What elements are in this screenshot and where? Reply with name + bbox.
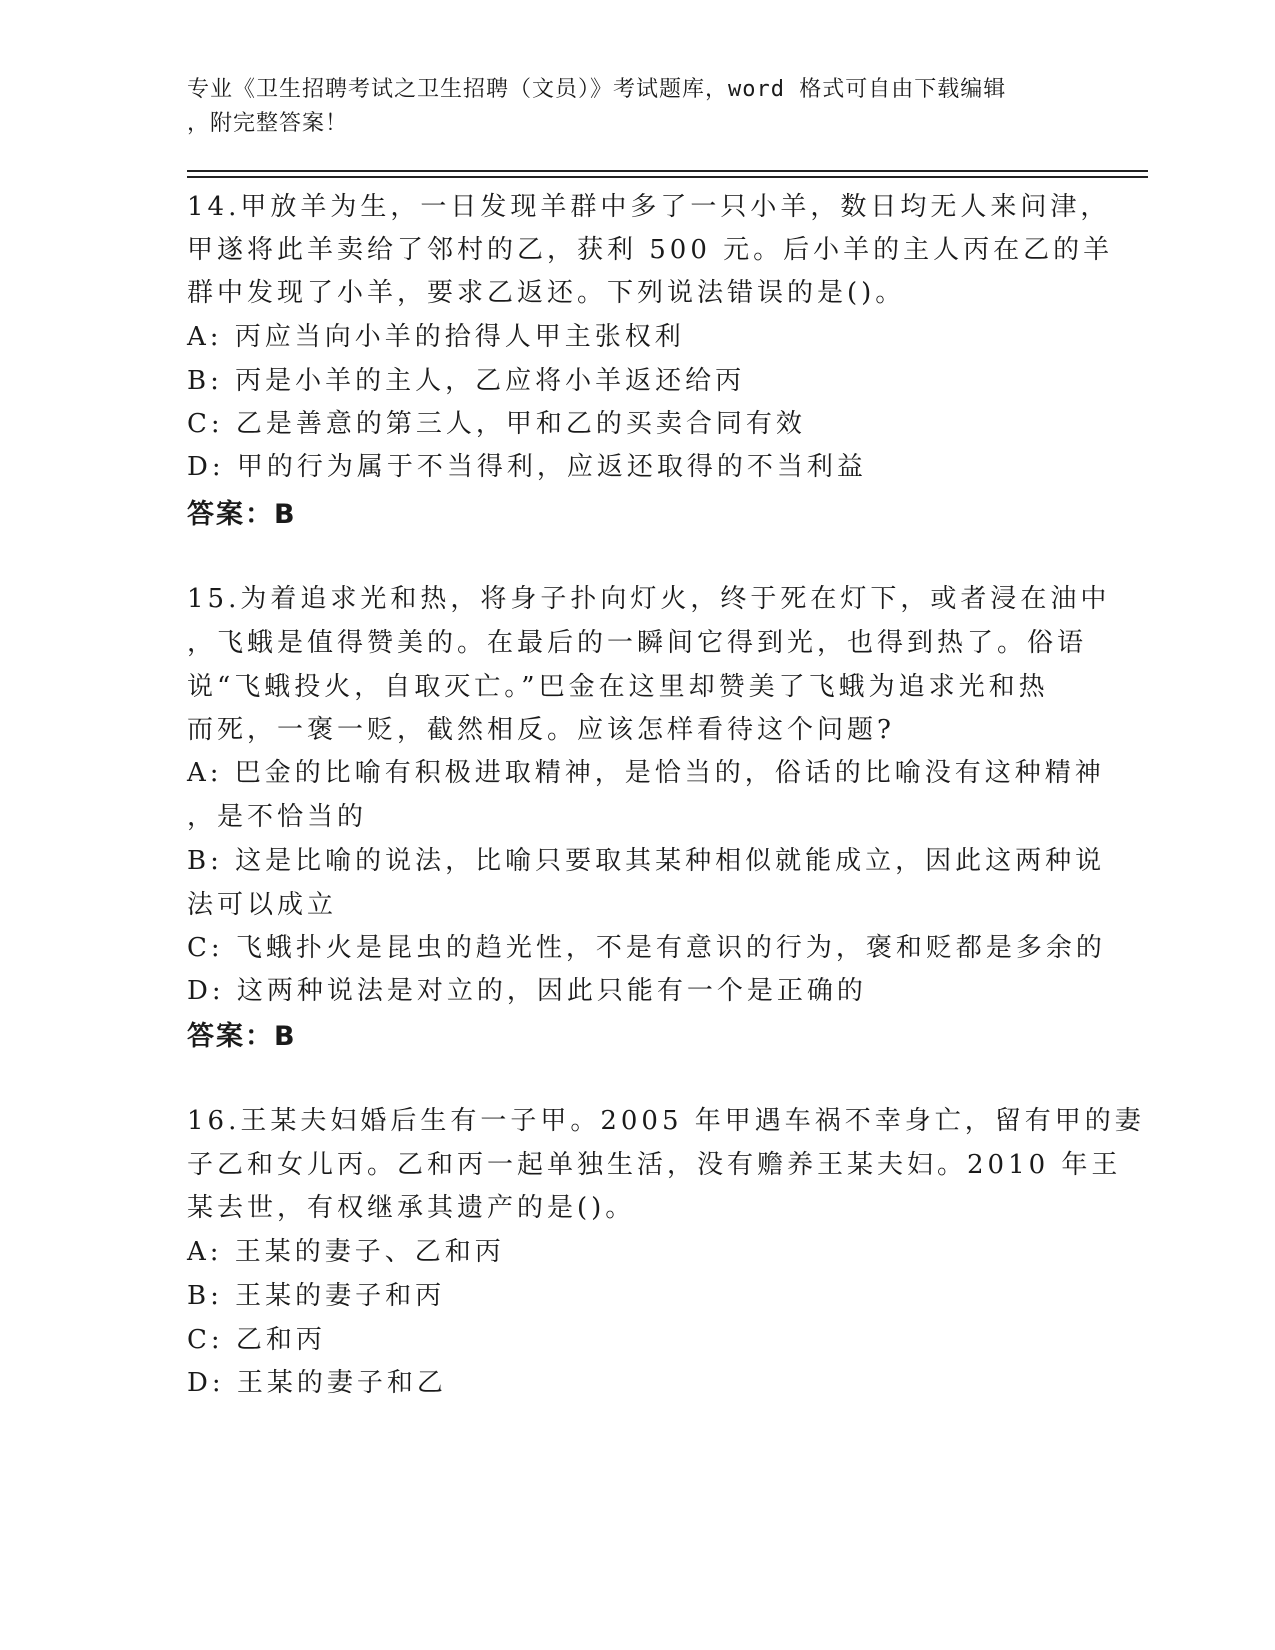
- question-15-stem-line-4: 而死，一褒一贬，截然相反。应该怎样看待这个问题?: [187, 715, 895, 745]
- question-16-stem-line-1: 16.王某夫妇婚后生有一子甲。2005 年甲遇车祸不幸身亡，留有甲的妻: [187, 1106, 1145, 1136]
- question-14-option-b: B: 丙是小羊的主人，乙应将小羊返还给丙: [187, 366, 746, 396]
- question-15-stem-line-1: 15.为着追求光和热，将身子扑向灯火，终于死在灯下，或者浸在油中: [187, 584, 1111, 614]
- question-15-option-c: C: 飞蛾扑火是昆虫的趋光性，不是有意识的行为，褒和贬都是多余的: [187, 933, 1106, 963]
- question-15-stem-line-2: ，飞蛾是值得赞美的。在最后的一瞬间它得到光，也得到热了。俗语: [187, 628, 1088, 658]
- question-15-option-d: D: 这两种说法是对立的，因此只能有一个是正确的: [187, 976, 867, 1006]
- document-header-line-1: 专业《卫生招聘考试之卫生招聘（文员）》考试题库，word 格式可自由下载编辑: [187, 77, 1007, 102]
- question-16-option-d: D: 王某的妻子和乙: [187, 1368, 447, 1398]
- question-14-answer: 答案：B: [187, 499, 297, 530]
- header-rule-bottom: [187, 176, 1148, 178]
- document-header-line-2: ，附完整答案！: [187, 111, 349, 136]
- question-14-stem-line-1: 14.甲放羊为生，一日发现羊群中多了一只小羊，数日均无人来问津，: [187, 192, 1111, 222]
- question-15-option-a-cont: ，是不恰当的: [187, 802, 368, 832]
- question-15-stem-line-3: 说“飞蛾投火，自取灭亡。”巴金在这里却赞美了飞蛾为追求光和热: [187, 672, 1049, 702]
- question-14-option-a: A: 丙应当向小羊的拾得人甲主张权利: [187, 322, 685, 352]
- question-15-option-b-cont: 法可以成立: [187, 890, 338, 920]
- question-14-stem-line-3: 群中发现了小羊，要求乙返还。下列说法错误的是()。: [187, 278, 906, 308]
- question-15-option-a: A: 巴金的比喻有积极进取精神，是恰当的，俗话的比喻没有这种精神: [187, 758, 1105, 788]
- question-14-option-d: D: 甲的行为属于不当得利，应返还取得的不当利益: [187, 452, 867, 482]
- question-16-option-a: A: 王某的妻子、乙和丙: [187, 1237, 505, 1267]
- question-14-option-c: C: 乙是善意的第三人，甲和乙的买卖合同有效: [187, 409, 806, 439]
- question-15-option-b: B: 这是比喻的说法，比喻只要取其某种相似就能成立，因此这两种说: [187, 846, 1106, 876]
- question-16-stem-line-2: 子乙和女儿丙。乙和丙一起单独生活，没有赡养王某夫妇。2010 年王: [187, 1150, 1122, 1180]
- question-16-option-c: C: 乙和丙: [187, 1325, 326, 1355]
- header-rule-top: [187, 170, 1148, 172]
- question-16-stem-line-3: 某去世，有权继承其遗产的是()。: [187, 1193, 636, 1223]
- question-15-answer: 答案：B: [187, 1021, 297, 1052]
- question-16-option-b: B: 王某的妻子和丙: [187, 1281, 446, 1311]
- question-14-stem-line-2: 甲遂将此羊卖给了邻村的乙，获利 500 元。后小羊的主人丙在乙的羊: [187, 235, 1114, 265]
